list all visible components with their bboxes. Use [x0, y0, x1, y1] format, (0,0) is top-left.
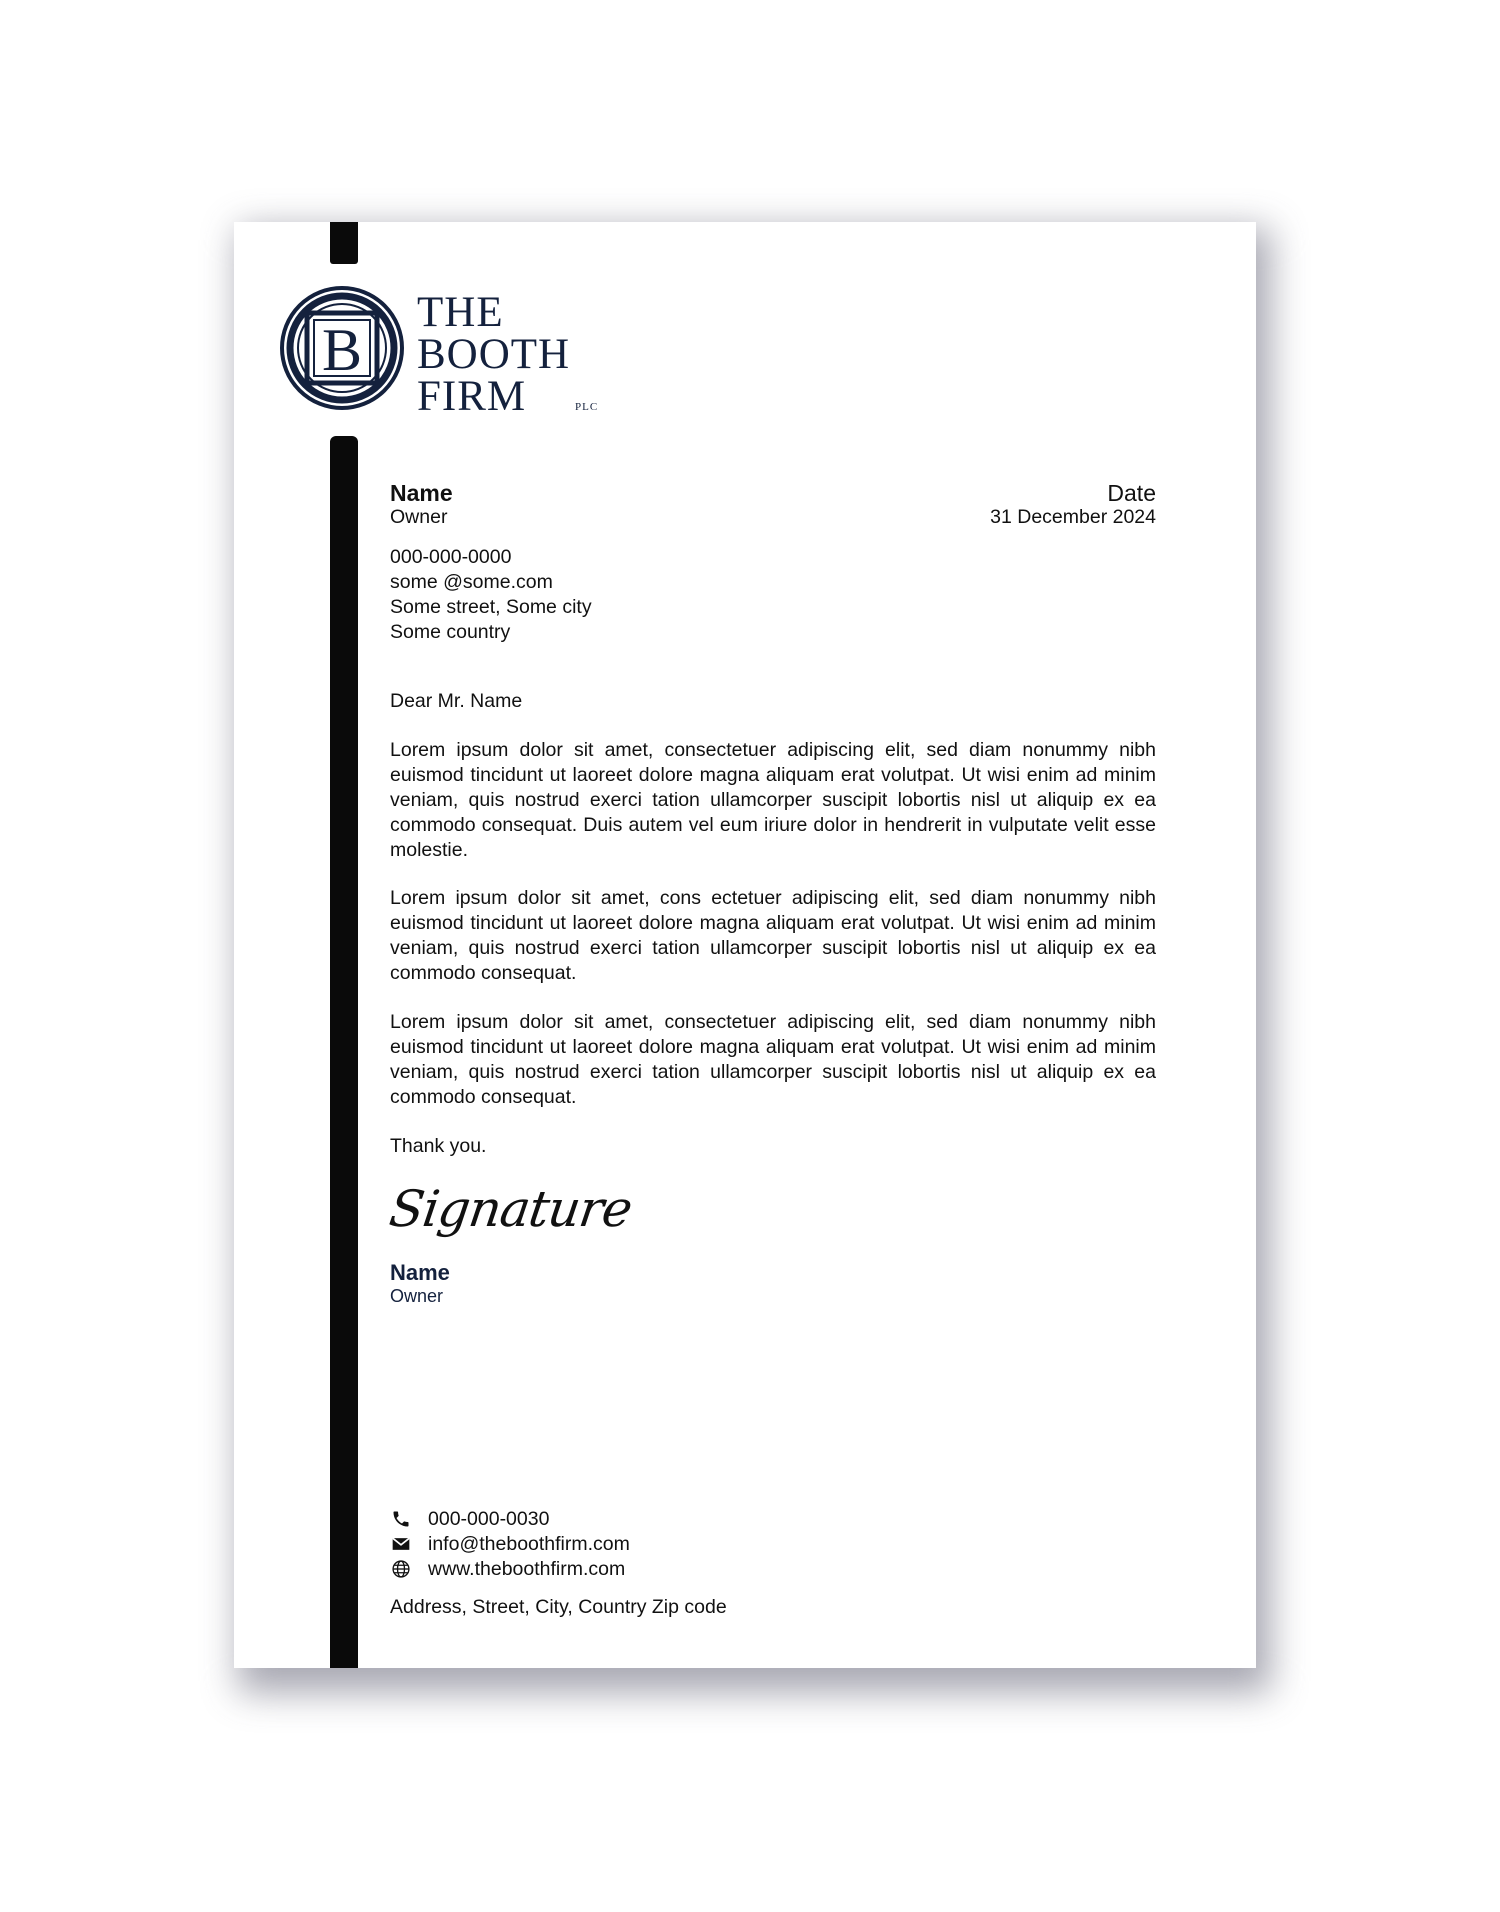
logo-text-line-3: FIRM — [417, 373, 527, 420]
date-label: Date — [1107, 480, 1156, 506]
closing: Thank you. — [390, 1135, 487, 1157]
footer-website-row — [390, 1556, 625, 1582]
salutation: Dear Mr. Name — [390, 690, 523, 712]
envelope-icon — [390, 1533, 412, 1555]
date-value: 31 December 2024 — [990, 506, 1156, 528]
sender-name: Name — [390, 480, 453, 506]
signer-name: Name — [390, 1260, 450, 1285]
logo-suffix: PLC — [575, 401, 599, 413]
sender-email: some @some.com — [390, 571, 553, 593]
footer-email[interactable]: info@theboothfirm.com — [428, 1532, 630, 1555]
footer-email-row — [390, 1531, 630, 1557]
logo-text-line-1: THE — [417, 289, 504, 336]
globe-icon — [390, 1558, 412, 1580]
accent-bar-top — [330, 222, 358, 264]
body-paragraph: Lorem ipsum dolor sit amet, consectetuer adipiscing elit, sed diam nonummy nibh euismod tincidunt ut laoreet dolore magna aliquam erat volutpat. Ut wisi enim ad minim veniam, quis nostrud exerci tation ullamcorper suscipit lobortis nisl ut aliquip ex ea commodo consequat. Duis autem vel eum iriure dolor in hendrerit in vulputate velit esse molestie. — [390, 739, 1156, 861]
footer-website[interactable]: www.theboothfirm.com — [428, 1557, 626, 1580]
logo-letter: B — [321, 317, 363, 383]
footer-address: Address, Street, City, Country Zip code — [390, 1596, 727, 1618]
company-logo — [279, 285, 609, 420]
footer-phone: 000-000-0030 — [428, 1507, 550, 1530]
signature: Signature — [385, 1180, 636, 1238]
sender-country: Some country — [390, 621, 511, 643]
body-paragraph: Lorem ipsum dolor sit amet, consectetuer adipiscing elit, sed diam nonummy nibh euismod tincidunt ut laoreet dolore magna aliquam erat volutpat. Ut wisi enim ad minim veniam, quis nostrud exerci tation ullamcorper suscipit lobortis nisl ut aliquip ex ea commodo consequat. — [390, 1011, 1156, 1108]
signer-title: Owner — [390, 1286, 444, 1306]
logo-emblem-icon — [279, 285, 405, 411]
sender-title: Owner — [390, 506, 448, 528]
letterhead-page — [234, 222, 1256, 1668]
accent-bar — [330, 436, 358, 1668]
phone-icon — [390, 1508, 412, 1530]
sender-street: Some street, Some city — [390, 596, 592, 618]
sender-contact-block — [390, 545, 1156, 645]
sender-phone: 000-000-0000 — [390, 546, 512, 568]
body-paragraph: Lorem ipsum dolor sit amet, cons ectetuer adipiscing elit, sed diam nonummy nibh euismod tincidunt ut laoreet dolore magna aliquam erat volutpat. Ut wisi enim ad minim veniam, quis nostrud exerci tation ullamcorper suscipit lobortis nisl ut aliquip ex ea commodo consequat. — [390, 887, 1156, 984]
footer-phone-row — [390, 1506, 549, 1532]
logo-text-line-2: BOOTH — [417, 331, 571, 378]
